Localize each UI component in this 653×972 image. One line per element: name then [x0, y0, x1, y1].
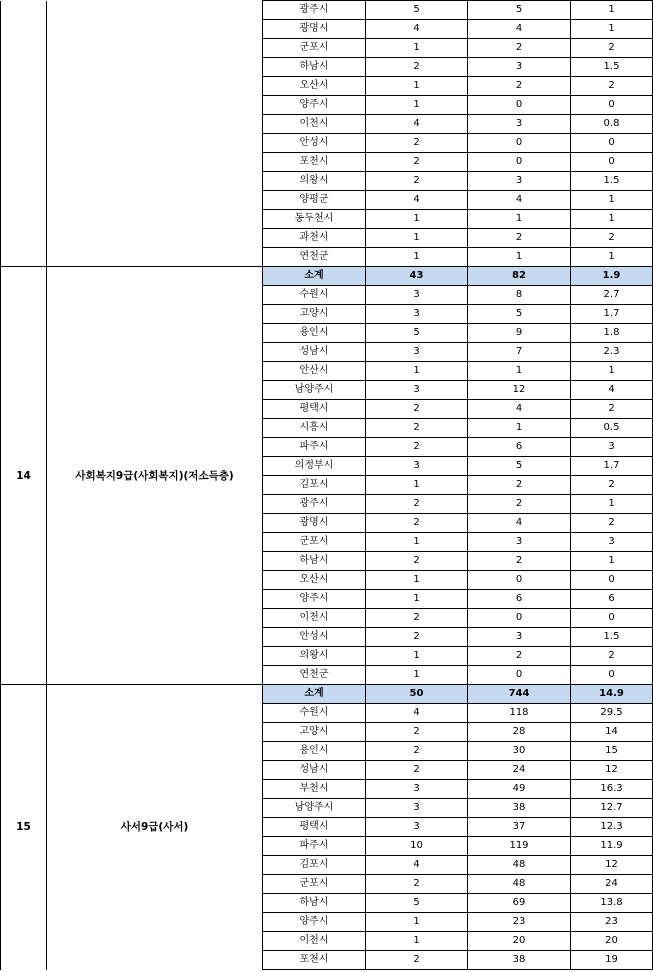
value-c-cell: 1 — [571, 552, 653, 571]
value-b-cell: 4 — [468, 514, 571, 533]
region-cell: 성남시 — [263, 343, 366, 362]
region-cell: 남양주시 — [263, 381, 366, 400]
value-c-cell: 2.7 — [571, 286, 653, 305]
subtotal-value-a: 43 — [366, 267, 468, 286]
value-b-cell: 2 — [468, 495, 571, 514]
value-a-cell: 1 — [366, 476, 468, 495]
value-a-cell: 3 — [366, 799, 468, 818]
value-a-cell: 3 — [366, 343, 468, 362]
value-b-cell: 4 — [468, 400, 571, 419]
value-c-cell: 0.8 — [571, 115, 653, 134]
value-a-cell: 5 — [366, 324, 468, 343]
region-cell: 오산시 — [263, 77, 366, 96]
category-name — [47, 1, 263, 267]
value-b-cell: 3 — [468, 115, 571, 134]
subtotal-value-b: 744 — [468, 685, 571, 704]
subtotal-value-a: 50 — [366, 685, 468, 704]
value-c-cell: 0.5 — [571, 419, 653, 438]
value-b-cell: 48 — [468, 875, 571, 894]
value-b-cell: 2 — [468, 647, 571, 666]
region-cell: 의왕시 — [263, 647, 366, 666]
value-a-cell: 1 — [366, 590, 468, 609]
subtotal-row — [1, 267, 653, 286]
value-b-cell: 3 — [468, 172, 571, 191]
region-cell: 남양주시 — [263, 799, 366, 818]
value-b-cell: 49 — [468, 780, 571, 799]
value-a-cell: 1 — [366, 77, 468, 96]
value-a-cell: 2 — [366, 609, 468, 628]
value-b-cell: 1 — [468, 362, 571, 381]
value-b-cell: 3 — [468, 533, 571, 552]
region-cell: 김포시 — [263, 476, 366, 495]
region-cell: 양주시 — [263, 590, 366, 609]
region-cell: 의정부시 — [263, 457, 366, 476]
value-a-cell: 1 — [366, 533, 468, 552]
value-c-cell: 2 — [571, 514, 653, 533]
region-cell: 연천군 — [263, 248, 366, 267]
value-a-cell: 3 — [366, 457, 468, 476]
value-c-cell: 1.5 — [571, 628, 653, 647]
category-name: 사회복지9급(사회복지)(저소득층) — [47, 267, 263, 685]
value-c-cell: 1.7 — [571, 457, 653, 476]
value-a-cell: 2 — [366, 761, 468, 780]
value-b-cell: 5 — [468, 1, 571, 20]
region-cell: 양평군 — [263, 191, 366, 210]
table-row — [1, 1, 653, 20]
region-cell: 하남시 — [263, 58, 366, 77]
value-a-cell: 2 — [366, 495, 468, 514]
value-c-cell: 1 — [571, 210, 653, 229]
subtotal-value-c: 1.9 — [571, 267, 653, 286]
value-b-cell: 20 — [468, 932, 571, 951]
value-b-cell: 1 — [468, 419, 571, 438]
value-c-cell: 24 — [571, 875, 653, 894]
subtotal-value-b: 82 — [468, 267, 571, 286]
value-a-cell: 3 — [366, 780, 468, 799]
region-cell: 이천시 — [263, 609, 366, 628]
region-cell: 오산시 — [263, 571, 366, 590]
value-b-cell: 8 — [468, 286, 571, 305]
value-a-cell: 2 — [366, 153, 468, 172]
region-cell: 포천시 — [263, 153, 366, 172]
value-c-cell: 1 — [571, 1, 653, 20]
value-c-cell: 1 — [571, 20, 653, 39]
value-c-cell: 6 — [571, 590, 653, 609]
value-a-cell: 2 — [366, 514, 468, 533]
value-c-cell: 2 — [571, 77, 653, 96]
value-c-cell: 2.3 — [571, 343, 653, 362]
value-b-cell: 0 — [468, 96, 571, 115]
region-cell: 성남시 — [263, 761, 366, 780]
value-c-cell: 3 — [571, 533, 653, 552]
value-a-cell: 5 — [366, 894, 468, 913]
value-a-cell: 5 — [366, 1, 468, 20]
value-c-cell: 0 — [571, 571, 653, 590]
value-b-cell: 1 — [468, 248, 571, 267]
value-b-cell: 0 — [468, 571, 571, 590]
value-b-cell: 3 — [468, 58, 571, 77]
value-c-cell: 1.5 — [571, 172, 653, 191]
value-c-cell: 1.7 — [571, 305, 653, 324]
category-number: 15 — [1, 685, 47, 970]
value-a-cell: 3 — [366, 818, 468, 837]
value-b-cell: 3 — [468, 628, 571, 647]
value-c-cell: 0 — [571, 609, 653, 628]
value-c-cell: 19 — [571, 951, 653, 970]
region-cell: 양주시 — [263, 913, 366, 932]
value-c-cell: 1.8 — [571, 324, 653, 343]
value-a-cell: 1 — [366, 248, 468, 267]
value-b-cell: 6 — [468, 438, 571, 457]
category-name: 사서9급(사서) — [47, 685, 263, 970]
value-b-cell: 0 — [468, 666, 571, 685]
region-cell: 평택시 — [263, 818, 366, 837]
region-cell: 의왕시 — [263, 172, 366, 191]
value-b-cell: 0 — [468, 134, 571, 153]
value-c-cell: 23 — [571, 913, 653, 932]
value-c-cell: 13.8 — [571, 894, 653, 913]
region-cell: 이천시 — [263, 115, 366, 134]
value-c-cell: 20 — [571, 932, 653, 951]
value-a-cell: 3 — [366, 286, 468, 305]
region-cell: 안성시 — [263, 134, 366, 153]
region-cell: 용인시 — [263, 742, 366, 761]
value-a-cell: 1 — [366, 96, 468, 115]
value-b-cell: 5 — [468, 305, 571, 324]
region-cell: 용인시 — [263, 324, 366, 343]
value-c-cell: 29.5 — [571, 704, 653, 723]
value-c-cell: 11.9 — [571, 837, 653, 856]
value-c-cell: 15 — [571, 742, 653, 761]
value-c-cell: 2 — [571, 647, 653, 666]
value-c-cell: 12.3 — [571, 818, 653, 837]
value-b-cell: 0 — [468, 609, 571, 628]
value-a-cell: 4 — [366, 856, 468, 875]
region-cell: 시흥시 — [263, 419, 366, 438]
table-body — [1, 1, 653, 970]
region-cell: 광주시 — [263, 495, 366, 514]
value-b-cell: 4 — [468, 191, 571, 210]
value-b-cell: 30 — [468, 742, 571, 761]
value-b-cell: 0 — [468, 153, 571, 172]
value-b-cell: 1 — [468, 210, 571, 229]
value-b-cell: 7 — [468, 343, 571, 362]
value-c-cell: 1 — [571, 248, 653, 267]
value-b-cell: 6 — [468, 590, 571, 609]
region-cell: 고양시 — [263, 305, 366, 324]
value-b-cell: 12 — [468, 381, 571, 400]
subtotal-row — [1, 685, 653, 704]
value-a-cell: 1 — [366, 39, 468, 58]
region-cell: 양주시 — [263, 96, 366, 115]
region-cell: 파주시 — [263, 837, 366, 856]
value-b-cell: 2 — [468, 77, 571, 96]
region-cell: 하남시 — [263, 552, 366, 571]
region-cell: 고양시 — [263, 723, 366, 742]
value-c-cell: 1 — [571, 495, 653, 514]
value-a-cell: 1 — [366, 913, 468, 932]
value-b-cell: 9 — [468, 324, 571, 343]
value-a-cell: 2 — [366, 172, 468, 191]
value-a-cell: 1 — [366, 571, 468, 590]
value-b-cell: 2 — [468, 552, 571, 571]
value-a-cell: 3 — [366, 381, 468, 400]
subtotal-value-c: 14.9 — [571, 685, 653, 704]
value-b-cell: 23 — [468, 913, 571, 932]
value-a-cell: 2 — [366, 723, 468, 742]
region-cell: 안성시 — [263, 628, 366, 647]
value-b-cell: 118 — [468, 704, 571, 723]
region-cell: 연천군 — [263, 666, 366, 685]
value-c-cell: 0 — [571, 134, 653, 153]
value-c-cell: 1.5 — [571, 58, 653, 77]
region-cell: 포천시 — [263, 951, 366, 970]
value-a-cell: 3 — [366, 305, 468, 324]
region-cell: 군포시 — [263, 533, 366, 552]
value-b-cell: 38 — [468, 799, 571, 818]
value-b-cell: 38 — [468, 951, 571, 970]
value-b-cell: 5 — [468, 457, 571, 476]
value-a-cell: 2 — [366, 742, 468, 761]
value-b-cell: 48 — [468, 856, 571, 875]
value-a-cell: 2 — [366, 400, 468, 419]
region-cell: 수원시 — [263, 704, 366, 723]
region-cell: 동두천시 — [263, 210, 366, 229]
value-c-cell: 12 — [571, 761, 653, 780]
value-a-cell: 4 — [366, 704, 468, 723]
value-c-cell: 0 — [571, 153, 653, 172]
subtotal-label: 소계 — [263, 267, 366, 286]
value-c-cell: 1 — [571, 191, 653, 210]
value-a-cell: 2 — [366, 419, 468, 438]
value-c-cell: 2 — [571, 39, 653, 58]
value-b-cell: 24 — [468, 761, 571, 780]
region-cell: 안산시 — [263, 362, 366, 381]
value-c-cell: 0 — [571, 666, 653, 685]
region-cell: 부천시 — [263, 780, 366, 799]
value-a-cell: 1 — [366, 932, 468, 951]
value-a-cell: 1 — [366, 362, 468, 381]
value-a-cell: 4 — [366, 115, 468, 134]
value-a-cell: 1 — [366, 666, 468, 685]
value-a-cell: 2 — [366, 951, 468, 970]
value-a-cell: 4 — [366, 191, 468, 210]
category-number — [1, 1, 47, 267]
value-b-cell: 119 — [468, 837, 571, 856]
value-a-cell: 10 — [366, 837, 468, 856]
region-cell: 평택시 — [263, 400, 366, 419]
value-c-cell: 1 — [571, 362, 653, 381]
value-a-cell: 2 — [366, 438, 468, 457]
region-cell: 광명시 — [263, 20, 366, 39]
region-cell: 수원시 — [263, 286, 366, 305]
value-a-cell: 1 — [366, 210, 468, 229]
value-a-cell: 2 — [366, 58, 468, 77]
value-c-cell: 4 — [571, 381, 653, 400]
value-b-cell: 28 — [468, 723, 571, 742]
value-c-cell: 12.7 — [571, 799, 653, 818]
value-a-cell: 2 — [366, 628, 468, 647]
value-b-cell: 69 — [468, 894, 571, 913]
region-cell: 파주시 — [263, 438, 366, 457]
value-b-cell: 2 — [468, 39, 571, 58]
category-number: 14 — [1, 267, 47, 685]
value-c-cell: 14 — [571, 723, 653, 742]
value-c-cell: 2 — [571, 400, 653, 419]
value-b-cell: 4 — [468, 20, 571, 39]
region-cell: 과천시 — [263, 229, 366, 248]
region-cell: 광명시 — [263, 514, 366, 533]
value-b-cell: 37 — [468, 818, 571, 837]
value-a-cell: 1 — [366, 229, 468, 248]
value-b-cell: 2 — [468, 229, 571, 248]
region-cell: 김포시 — [263, 856, 366, 875]
region-cell: 이천시 — [263, 932, 366, 951]
value-a-cell: 1 — [366, 647, 468, 666]
value-b-cell: 2 — [468, 476, 571, 495]
value-c-cell: 3 — [571, 438, 653, 457]
value-a-cell: 4 — [366, 20, 468, 39]
subtotal-label: 소계 — [263, 685, 366, 704]
value-a-cell: 2 — [366, 552, 468, 571]
region-cell: 광주시 — [263, 1, 366, 20]
value-c-cell: 16.3 — [571, 780, 653, 799]
value-c-cell: 0 — [571, 96, 653, 115]
value-c-cell: 2 — [571, 229, 653, 248]
value-a-cell: 2 — [366, 875, 468, 894]
value-a-cell: 2 — [366, 134, 468, 153]
region-cell: 군포시 — [263, 875, 366, 894]
region-cell: 군포시 — [263, 39, 366, 58]
region-cell: 하남시 — [263, 894, 366, 913]
value-c-cell: 2 — [571, 476, 653, 495]
value-c-cell: 12 — [571, 856, 653, 875]
